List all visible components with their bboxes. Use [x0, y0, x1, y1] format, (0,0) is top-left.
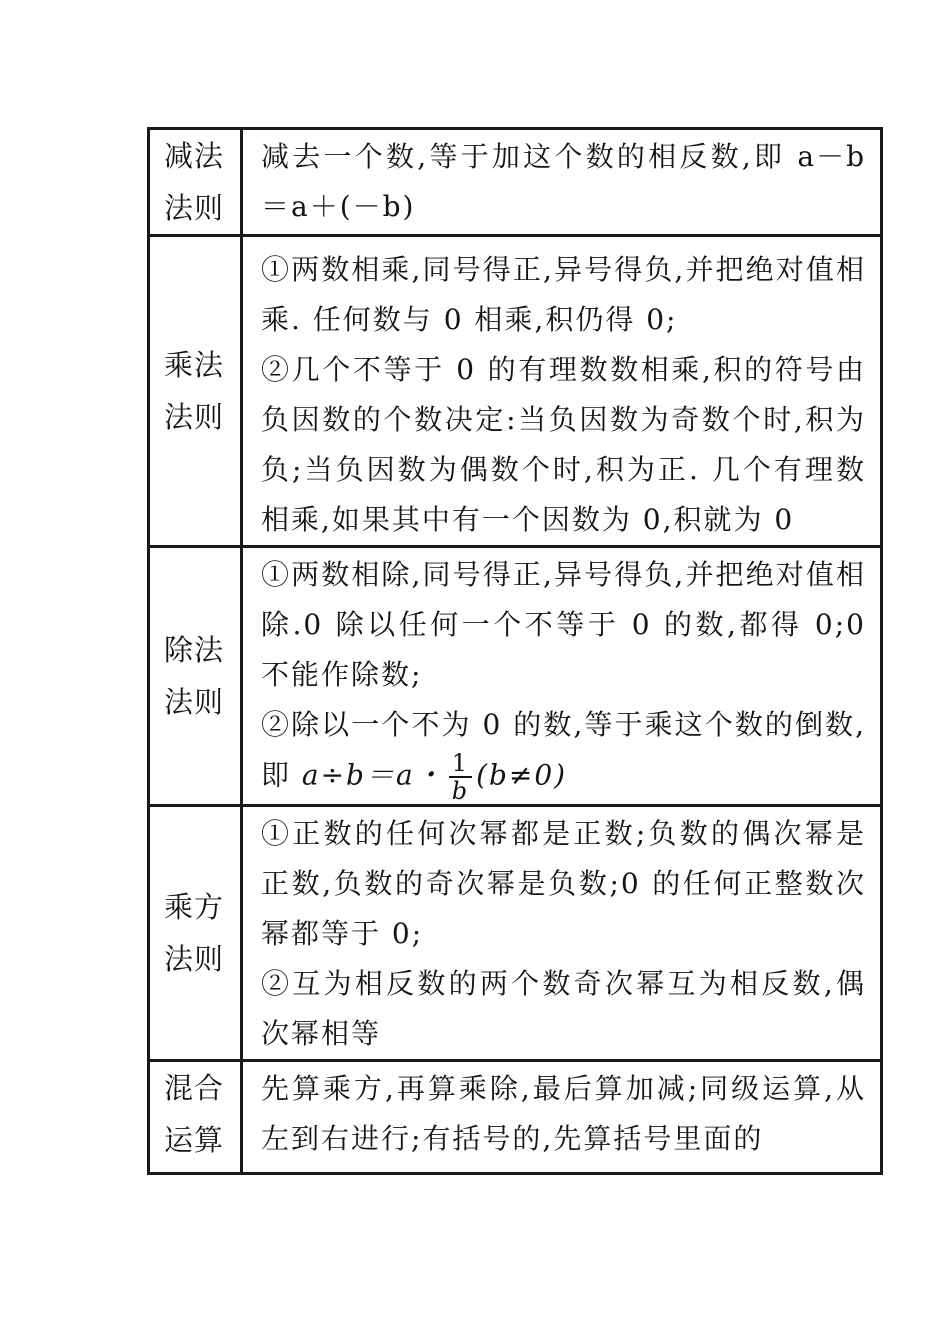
fraction	[449, 750, 472, 804]
rule-paragraph: ①正数的任何次幂都是正数;负数的偶次幂是正数,负数的奇次幂是负数;0 的任何正整数次幂都等于 0;	[261, 817, 866, 950]
row-label-cell	[149, 236, 242, 547]
row-content-cell	[242, 129, 882, 236]
row-label-line: 运算	[164, 1123, 225, 1157]
rule-paragraph: ①两数相除,同号得正,异号得负,并把绝对值相除.0 除以任何一个不等于 0 的数,都得 0;0 不能作除数;	[261, 558, 866, 691]
formula-lhs: a÷b＝a・	[301, 758, 445, 792]
rule-text: ②除以一个不为 0 的数,等于乘这个数的倒数,即	[261, 708, 866, 792]
row-content-cell	[242, 1061, 882, 1174]
row-label-line: 减法	[164, 139, 225, 173]
table-row-division	[149, 547, 882, 806]
fraction-numerator: 1	[449, 750, 472, 778]
rule-paragraph: 先算乘方,再算乘除,最后算加减;同级运算,从左到右进行;有括号的,先算括号里面的	[261, 1072, 866, 1155]
rule-paragraph: ②几个不等于 0 的有理数数相乘,积的符号由负因数的个数决定:当负因数为奇数个时,积为负;当负因数为偶数个时,积为正. 几个有理数相乘,如果其中有一个因数为 0,积就为 0	[261, 353, 866, 536]
rule-paragraph: ②互为相反数的两个数奇次幂互为相反数,偶次幂相等	[261, 967, 866, 1050]
row-content-cell	[242, 547, 882, 806]
row-label-cell	[149, 129, 242, 236]
rules-table-sheet	[147, 127, 883, 1222]
row-label-cell	[149, 806, 242, 1061]
row-content-cell	[242, 806, 882, 1061]
row-label-cell	[149, 1061, 242, 1174]
row-label-line: 除法	[164, 633, 225, 667]
table-row-subtraction	[149, 129, 882, 236]
row-label-line: 法则	[164, 942, 225, 976]
row-label-line: 法则	[164, 685, 225, 719]
division-reciprocal-rule	[261, 700, 866, 804]
row-label-line: 混合	[164, 1071, 225, 1105]
table-row-multiplication	[149, 236, 882, 547]
row-label-line: 乘法	[164, 348, 225, 382]
fraction-denominator: b	[451, 777, 470, 805]
formula-condition: (b≠0)	[476, 758, 568, 792]
row-content-cell	[242, 236, 882, 547]
row-label-line: 法则	[164, 191, 225, 225]
row-label-line: 法则	[164, 400, 225, 434]
row-label-line: 乘方	[164, 890, 225, 924]
row-label-cell	[149, 547, 242, 806]
table-row-exponentiation	[149, 806, 882, 1061]
rule-paragraph: 减去一个数,等于加这个数的相反数,即 a－b ＝a＋(－b)	[261, 140, 866, 223]
arithmetic-rules-table	[147, 127, 883, 1175]
table-row-mixed-operations	[149, 1061, 882, 1174]
rule-paragraph: ①两数相乘,同号得正,异号得负,并把绝对值相乘. 任何数与 0 相乘,积仍得 0;	[261, 253, 866, 336]
